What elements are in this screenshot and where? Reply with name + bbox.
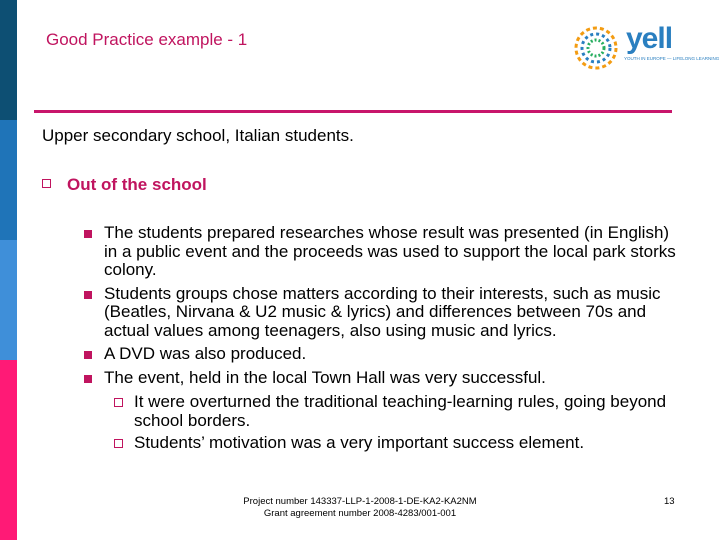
list-item [82, 345, 682, 364]
footer-project-number: Project number 143337-LLP-1-2008-1-DE-KA2-KA2NM [243, 496, 477, 507]
footer [200, 496, 520, 520]
slide-title: Good Practice example - 1 [46, 30, 248, 49]
list-item [82, 224, 682, 280]
yell-logo [566, 22, 720, 74]
open-square-bullet-icon [114, 439, 123, 448]
sub-list-item [104, 434, 682, 453]
bullet-text: The event, held in the local Town Hall was very successful. [104, 367, 546, 387]
footer-grant-agreement: Grant agreement number 2008-4283/001-001 [263, 508, 457, 519]
filled-square-bullet-icon [84, 291, 92, 299]
bullet-text: The students prepared researches whose result was presented (in English) in a public event and the proceeds was used to support the local park storks colony. [104, 223, 676, 279]
list-item [82, 285, 682, 341]
main-bullet [42, 175, 207, 195]
bullet-text: A DVD was also produced. [104, 344, 307, 363]
filled-square-bullet-icon [84, 375, 92, 383]
logo-tagline: YOUTH IN EUROPE — LIFELONG LEARNING [624, 56, 720, 61]
logo-circle-icon [566, 22, 626, 74]
side-band-2 [0, 120, 17, 240]
page-number: 13 [664, 496, 675, 507]
sub-bullet-text: Students’ motivation was a very important success element. [134, 433, 585, 452]
bullet-list [82, 224, 682, 458]
logo-wordmark: yell [626, 22, 673, 55]
intro-text: Upper secondary school, Italian students. [42, 126, 354, 145]
filled-square-bullet-icon [84, 230, 92, 238]
filled-square-bullet-icon [84, 351, 92, 359]
bullet-text: Students groups chose matters according to their interests, such as music (Beatles, Nirvana & U2 music & lyrics) and differences between 70s and actual values among teenagers, also using music and lyrics. [104, 283, 661, 340]
side-band-bottom [0, 360, 17, 540]
square-bullet-icon [42, 179, 51, 188]
sub-bullet-list [104, 393, 682, 453]
title-divider [34, 110, 672, 113]
sub-list-item [104, 393, 682, 430]
open-square-bullet-icon [114, 398, 123, 407]
side-band-top [0, 0, 17, 120]
main-bullet-label: Out of the school [67, 175, 207, 194]
side-band-3 [0, 240, 17, 360]
sub-bullet-text: It were overturned the traditional teaching-learning rules, going beyond school borders. [134, 392, 667, 430]
list-item [82, 369, 682, 453]
